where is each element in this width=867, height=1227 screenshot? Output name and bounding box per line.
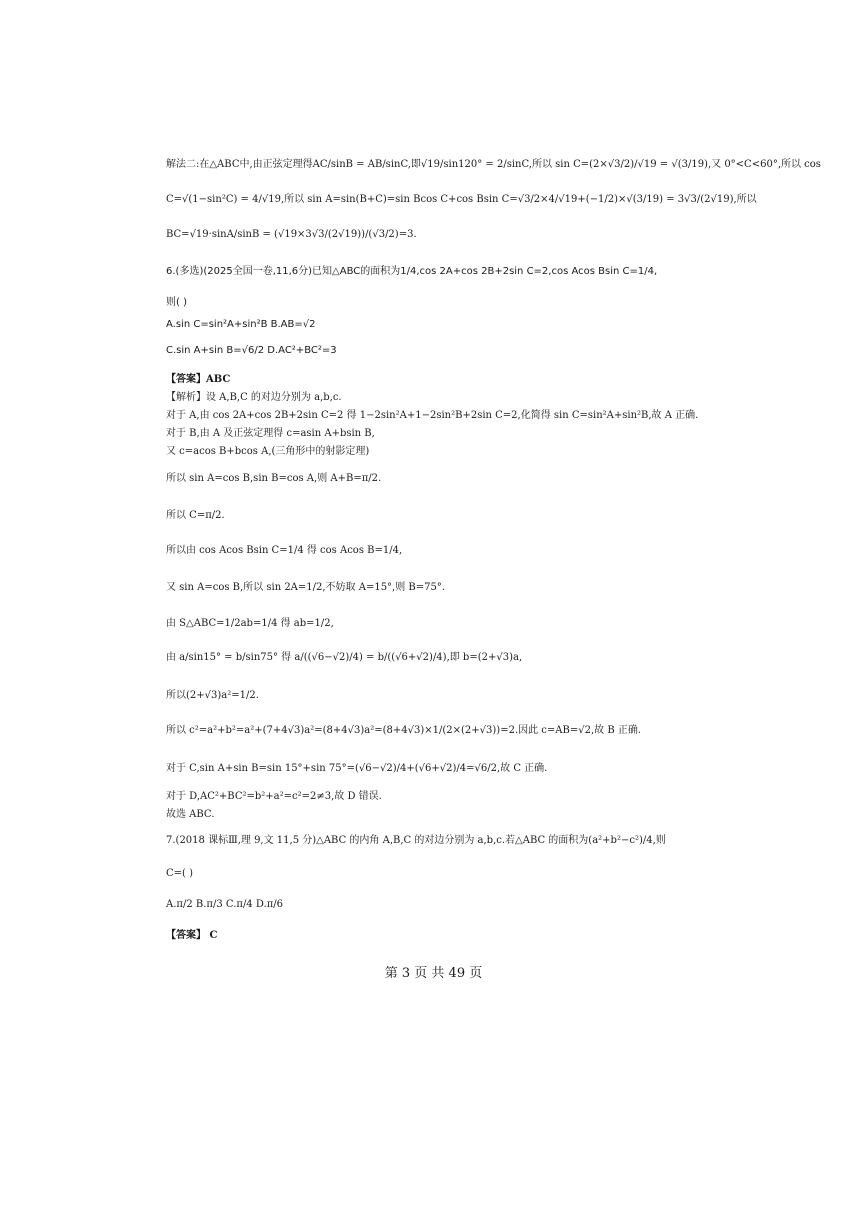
question-6-answer: 【答案】ABC <box>166 374 231 385</box>
question-6-stem: 6.(多选)(2025全国一卷,11,6分)已知△ABC的面积为1/4,cos 2A+cos 2B+2sin C=2,cos Acos Bsin C=1/4, <box>166 266 658 277</box>
analysis-line-12: 所以 c²=a²+b²=a²+(7+4√3)a²=(8+4√3)a²=(8+4√3)×1/(2×(2+√3))=2.因此 c=AB=√2,故 B 正确. <box>166 725 642 736</box>
question-7-stem: 7.(2018 课标Ⅲ,理 9,文 11,5 分)△ABC 的内角 A,B,C 的对边分别为 a,b,c.若△ABC 的面积为(a²+b²−c²)/4,则 <box>166 835 666 846</box>
analysis-line-2: 对于 A,由 cos 2A+cos 2B+2sin C=2 得 1−2sin²A+1−2sin²B+2sin C=2,化简得 sin C=sin²A+sin²B,故 A 正确. <box>166 410 699 421</box>
solution-method-2-line-2: C=√(1−sin²C) = 4/√19,所以 sin A=sin(B+C)=sin Bcos C+cos Bsin C=√3/2×4/√19+(−1/2)×√(3/19) = 3√3/(2√19),所以 <box>166 194 757 205</box>
analysis-line-11: 所以(2+√3)a²=1/2. <box>166 690 259 701</box>
analysis-line-3: 对于 B,由 A 及正弦定理得 c=asin A+bsin B, <box>166 428 375 439</box>
analysis-line-6: 所以 C=π/2. <box>166 510 225 521</box>
question-6-options-ab: A.sin C=sin²A+sin²B B.AB=√2 <box>166 319 316 330</box>
analysis-line-13: 对于 C,sin A+sin B=sin 15°+sin 75°=(√6−√2)/4+(√6+√2)/4=√6/2,故 C 正确. <box>166 763 548 774</box>
solution-method-2-line-3: BC=√19·sinA/sinB = (√19×3√3/(2√19))/(√3/2)=3. <box>166 229 417 240</box>
question-7-prompt: C=( ) <box>166 868 194 879</box>
analysis-line-5: 所以 sin A=cos B,sin B=cos A,则 A+B=π/2. <box>166 473 382 484</box>
question-7-options: A.π/2 B.π/3 C.π/4 D.π/6 <box>166 899 283 910</box>
analysis-line-4: 又 c=acos B+bcos A,(三角形中的射影定理) <box>166 446 370 457</box>
solution-method-2-line-1: 解法二:在△ABC中,由正弦定理得AC/sinB = AB/sinC,即√19/sin120° = 2/sinC,所以 sin C=(2×√3/2)/√19 = √(3/19),又 0°<C<60°,所以 cos <box>166 159 821 170</box>
question-7-answer: 【答案】 C <box>166 930 218 941</box>
analysis-line-1: 【解析】设 A,B,C 的对边分别为 a,b,c. <box>166 392 342 403</box>
analysis-line-14: 对于 D,AC²+BC²=b²+a²=c²=2≠3,故 D 错误. <box>166 791 382 802</box>
analysis-line-7: 所以由 cos Acos Bsin C=1/4 得 cos Acos B=1/4, <box>166 545 403 556</box>
page-number-footer: 第 3 页 共 49 页 <box>384 966 483 981</box>
analysis-line-10: 由 a/sin15° = b/sin75° 得 a/((√6−√2)/4) = b/((√6+√2)/4),即 b=(2+√3)a, <box>166 652 523 663</box>
question-6-options-cd: C.sin A+sin B=√6/2 D.AC²+BC²=3 <box>166 345 337 356</box>
analysis-conclusion: 故选 ABC. <box>166 809 215 820</box>
question-6-prompt: 则( ) <box>166 297 187 308</box>
analysis-line-8: 又 sin A=cos B,所以 sin 2A=1/2,不妨取 A=15°,则 B=75°. <box>166 582 446 593</box>
analysis-line-9: 由 S△ABC=1/2ab=1/4 得 ab=1/2, <box>166 618 334 629</box>
